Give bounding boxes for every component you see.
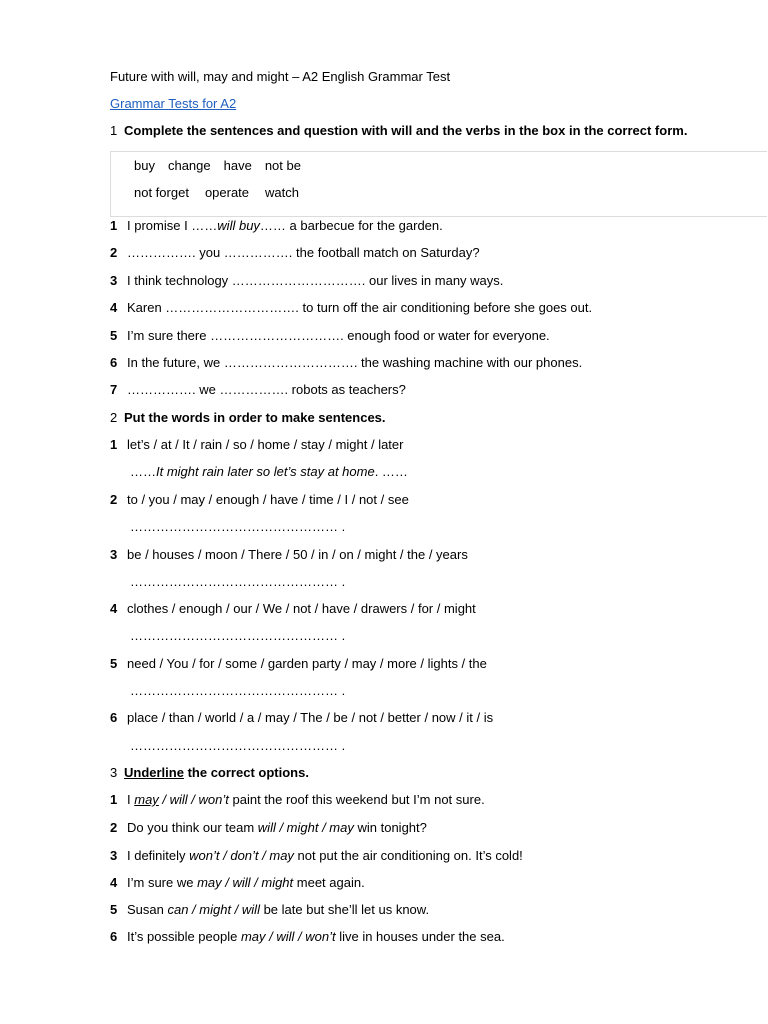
verb-word: watch (265, 185, 299, 200)
item-text: meet again. (293, 875, 365, 890)
ex2-item (110, 656, 487, 672)
ex1-item (110, 218, 443, 234)
item-number: 5 (110, 656, 118, 671)
ex1-item (110, 382, 406, 398)
item-text: Karen …………………………. to turn off the air conditioning before she goes out. (127, 300, 593, 315)
item-options[interactable]: will / might / may (257, 820, 354, 835)
answer-example: It might rain later so let’s stay at home (156, 464, 375, 479)
item-text: win tonight? (353, 820, 427, 835)
item-number: 1 (110, 218, 118, 233)
ex2-number: 2 (110, 410, 118, 425)
item-number: 2 (110, 245, 118, 260)
grammar-tests-link[interactable]: Grammar Tests for A2 (110, 96, 237, 111)
item-text: …… a barbecue for the garden. (259, 218, 443, 233)
answer-text: …… (130, 464, 156, 479)
item-words: need / You / for / some / garden party / may / more / lights / the (127, 656, 487, 671)
item-words: clothes / enough / our / We / not / have / drawers / for / might (127, 601, 476, 616)
item-number: 1 (110, 437, 118, 452)
ex1-item (110, 273, 503, 289)
item-number: 3 (110, 547, 118, 562)
ex3-item (110, 875, 365, 891)
ex2-answer-line: ………………………………………… . (130, 738, 346, 753)
item-number: 6 (110, 355, 118, 370)
ex2-heading (110, 410, 386, 426)
verb-word: change (167, 158, 211, 173)
ex2-answer-line: ………………………………………… . (130, 574, 346, 589)
item-text: live in houses under the sea. (335, 929, 505, 944)
verb-box-row-2 (134, 185, 312, 201)
item-words: let’s / at / It / rain / so / home / stay / might / later (127, 437, 404, 452)
item-text: paint the roof this weekend but I’m not sure. (228, 792, 485, 807)
ex3-item (110, 820, 427, 836)
item-text: Susan (127, 902, 168, 917)
ex2-item (110, 437, 403, 453)
ex1-item (110, 328, 550, 344)
item-text: I think technology …………………………. our lives in many ways. (127, 273, 504, 288)
ex1-item (110, 245, 480, 261)
ex3-item (110, 929, 505, 945)
ex3-instruction: the correct options. (183, 765, 309, 780)
verb-word: buy (134, 158, 155, 173)
item-words: place / than / world / a / may / The / be / not / better / now / it / is (127, 710, 494, 725)
item-text: I definitely (127, 848, 190, 863)
item-text: I’m sure we (127, 875, 198, 890)
ex2-answer-line: ………………………………………… . (130, 628, 346, 643)
ex1-instruction: Complete the sentences and question with will and the verbs in the box in the correct form. (124, 123, 688, 138)
item-answer: will buy (217, 218, 260, 233)
item-options[interactable]: won’t / don’t / may (189, 848, 294, 863)
item-number: 3 (110, 848, 118, 863)
item-options[interactable]: can / might / will (167, 902, 260, 917)
ex3-item (110, 902, 429, 918)
verb-box-row-1 (134, 158, 314, 174)
item-text: In the future, we …………………………. the washing machine with our phones. (127, 355, 583, 370)
ex3-heading (110, 765, 309, 781)
answer-text: . …… (374, 464, 408, 479)
item-options[interactable]: / will / won’t (158, 792, 229, 807)
item-options[interactable]: may / will / might (197, 875, 294, 890)
ex3-number: 3 (110, 765, 118, 780)
verb-word: not be (264, 158, 301, 173)
item-words: to / you / may / enough / have / time / I / not / see (127, 492, 409, 507)
item-text: Do you think our team (127, 820, 258, 835)
item-text: not put the air conditioning on. It’s cold! (293, 848, 523, 863)
ex2-answer-line (130, 464, 408, 480)
ex1-number: 1 (110, 123, 118, 138)
item-number: 4 (110, 875, 118, 890)
item-number: 5 (110, 902, 118, 917)
verb-word: not forget (134, 185, 189, 200)
ex3-item (110, 848, 523, 864)
ex2-answer-line: ………………………………………… . (130, 683, 346, 698)
page-title: Future with will, may and might – A2 English Grammar Test (110, 69, 451, 84)
item-number: 7 (110, 382, 118, 397)
ex2-answer-line: ………………………………………… . (130, 519, 346, 534)
item-number: 5 (110, 328, 118, 343)
item-text: be late but she’ll let us know. (259, 902, 430, 917)
ex3-instruction-underline: Underline (124, 765, 184, 780)
ex3-item (110, 792, 485, 808)
ex2-item (110, 547, 468, 563)
item-number: 6 (110, 710, 118, 725)
verb-box (110, 151, 767, 217)
verb-word: have (223, 158, 252, 173)
item-options[interactable]: may / will / won’t (240, 929, 336, 944)
item-number: 4 (110, 601, 118, 616)
ex2-instruction: Put the words in order to make sentences. (124, 410, 386, 425)
item-text: I promise I …… (127, 218, 218, 233)
item-text: I (127, 792, 135, 807)
item-number: 4 (110, 300, 118, 315)
item-number: 1 (110, 792, 118, 807)
ex1-heading (110, 123, 687, 139)
item-text: It’s possible people (127, 929, 241, 944)
item-text: ……………. we ……………. robots as teachers? (127, 382, 406, 397)
item-words: be / houses / moon / There / 50 / in / on / might / the / years (127, 547, 468, 562)
item-number: 6 (110, 929, 118, 944)
ex2-item (110, 601, 476, 617)
item-text: I’m sure there …………………………. enough food or water for everyone. (127, 328, 550, 343)
item-number: 2 (110, 492, 118, 507)
item-number: 2 (110, 820, 118, 835)
ex2-item (110, 710, 493, 726)
verb-word: operate (204, 185, 250, 200)
ex1-item (110, 300, 592, 316)
underlined-option[interactable]: may (134, 792, 159, 807)
ex2-item (110, 492, 409, 508)
item-number: 3 (110, 273, 118, 288)
item-text: ……………. you ……………. the football match on Saturday? (127, 245, 480, 260)
ex1-item (110, 355, 582, 371)
